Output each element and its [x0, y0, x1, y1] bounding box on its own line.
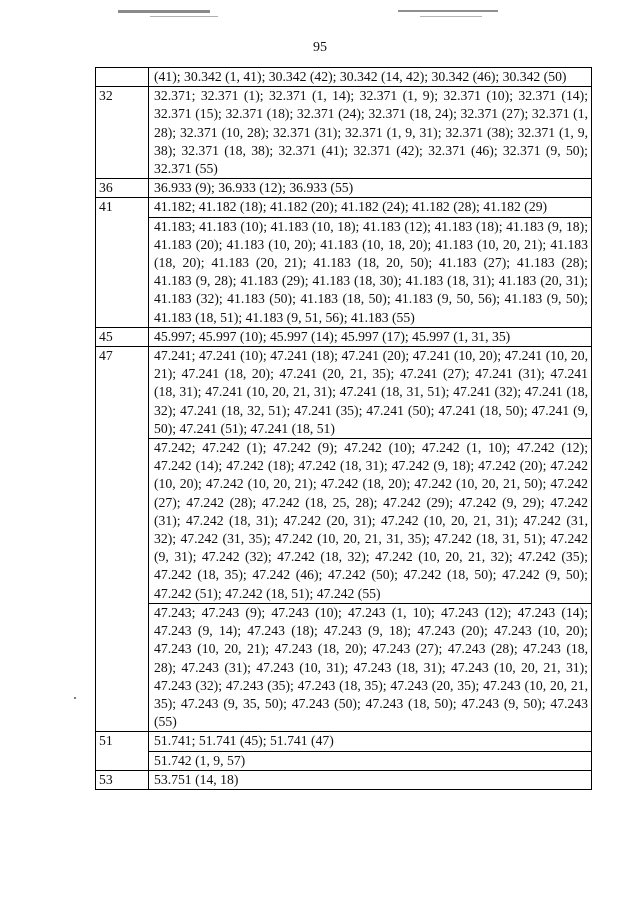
scan-artifact	[150, 16, 218, 17]
scan-artifact	[118, 10, 210, 13]
table-row	[96, 751, 592, 770]
code-cell: 41	[96, 198, 149, 327]
table-row	[96, 87, 592, 179]
code-cell	[96, 68, 149, 87]
page-number: 95	[313, 40, 327, 55]
code-table	[95, 67, 592, 790]
table-row	[96, 347, 592, 439]
scan-speck	[74, 697, 76, 699]
code-cell: 47	[96, 347, 149, 732]
code-list-cell: 32.371; 32.371 (1); 32.371 (1, 14); 32.371 (1, 9); 32.371 (10); 32.371 (14); 32.371 (15); 32.371 (18); 32.371 (24); 32.371 (18, 24); 32.371 (27); 32.371 (1, 28); 32.371 (10, 28); 32.371 (31); 32.371 (1, 9, 31); 32.371 (38); 32.371 (1, 9, 38); 32.371 (18, 38); 32.371 (41); 32.371 (42); 32.371 (46); 32.371 (9, 50); 32.371 (55)	[149, 87, 592, 179]
code-list-cell: 47.243; 47.243 (9); 47.243 (10); 47.243 (1, 10); 47.243 (12); 47.243 (14); 47.243 (9, 14); 47.243 (18); 47.243 (9, 18); 47.243 (20); 47.243 (10, 20); 47.243 (10, 20, 21); 47.243 (18, 20); 47.243 (27); 47.243 (28); 47.243 (18, 28); 47.243 (31); 47.243 (10, 31); 47.243 (18, 31); 47.243 (10, 20, 21, 31); 47.243 (32); 47.243 (35); 47.243 (18, 35); 47.243 (20, 35); 47.243 (10, 20, 21, 35); 47.243 (9, 35, 50); 47.243 (50); 47.243 (18, 50); 47.243 (9, 50); 47.243 (55)	[149, 603, 592, 731]
code-cell: 45	[96, 327, 149, 346]
table-row	[96, 732, 592, 751]
code-list-cell: (41); 30.342 (1, 41); 30.342 (42); 30.342 (14, 42); 30.342 (46); 30.342 (50)	[149, 68, 592, 87]
code-list-cell: 41.183; 41.183 (10); 41.183 (10, 18); 41.183 (12); 41.183 (18); 41.183 (9, 18); 41.183 (20); 41.183 (10, 20); 41.183 (10, 18, 20); 41.183 (10, 20, 21); 41.183 (18, 20); 41.183 (20, 21); 41.183 (18, 20, 50); 41.183 (27); 41.183 (28); 41.183 (9, 28); 41.183 (29); 41.183 (18, 30); 41.183 (18, 31); 41.183 (20, 31); 41.183 (32); 41.183 (50); 41.183 (18, 50); 41.183 (9, 50, 56); 41.183 (9, 50); 41.183 (18, 51); 41.183 (9, 51, 56); 41.183 (55)	[149, 217, 592, 327]
code-cell: 51	[96, 732, 149, 770]
code-list-cell: 47.241; 47.241 (10); 47.241 (18); 47.241 (20); 47.241 (10, 20); 47.241 (10, 20, 21); 47.241 (18, 20); 47.241 (20, 21, 35); 47.241 (27); 47.241 (31); 47.241 (18, 31); 47.241 (10, 20, 21, 31); 47.241 (18, 31, 51); 47.241 (32); 47.241 (18, 32); 47.241 (18, 32, 51); 47.241 (35); 47.241 (50); 47.241 (18, 50); 47.241 (9, 50); 47.241 (51); 47.241 (18, 51)	[149, 347, 592, 439]
table-row	[96, 770, 592, 789]
table-row	[96, 439, 592, 604]
table-row	[96, 217, 592, 327]
table-row	[96, 603, 592, 731]
code-list-cell: 51.742 (1, 9, 57)	[149, 751, 592, 770]
code-list-cell: 51.741; 51.741 (45); 51.741 (47)	[149, 732, 592, 751]
table-row	[96, 327, 592, 346]
code-cell: 53	[96, 770, 149, 789]
scan-artifact	[398, 10, 498, 12]
table-row	[96, 198, 592, 217]
code-list-cell: 36.933 (9); 36.933 (12); 36.933 (55)	[149, 179, 592, 198]
table-row	[96, 179, 592, 198]
code-list-cell: 53.751 (14, 18)	[149, 770, 592, 789]
code-list-cell: 41.182; 41.182 (18); 41.182 (20); 41.182 (24); 41.182 (28); 41.182 (29)	[149, 198, 592, 217]
code-list-cell: 45.997; 45.997 (10); 45.997 (14); 45.997 (17); 45.997 (1, 31, 35)	[149, 327, 592, 346]
table-row	[96, 68, 592, 87]
code-cell: 36	[96, 179, 149, 198]
scan-artifact	[420, 16, 482, 17]
code-list-cell: 47.242; 47.242 (1); 47.242 (9); 47.242 (10); 47.242 (1, 10); 47.242 (12); 47.242 (14); 47.242 (18); 47.242 (18, 31); 47.242 (9, 18); 47.242 (20); 47.242 (10, 20); 47.242 (10, 20, 21); 47.242 (18, 20); 47.242 (10, 20, 21, 50); 47.242 (27); 47.242 (28); 47.242 (18, 25, 28); 47.242 (29); 47.242 (9, 29); 47.242 (31); 47.242 (18, 31); 47.242 (20, 31); 47.242 (10, 20, 21, 31); 47.242 (31, 32); 47.242 (31, 35); 47.242 (10, 20, 21, 31, 35); 47.242 (18, 31, 51); 47.242 (9, 31); 47.242 (32); 47.242 (18, 32); 47.242 (10, 20, 21, 32); 47.242 (35); 47.242 (18, 35); 47.242 (46); 47.242 (50); 47.242 (18, 50); 47.242 (9, 50); 47.242 (51); 47.242 (18, 51); 47.242 (55)	[149, 439, 592, 604]
code-cell: 32	[96, 87, 149, 179]
